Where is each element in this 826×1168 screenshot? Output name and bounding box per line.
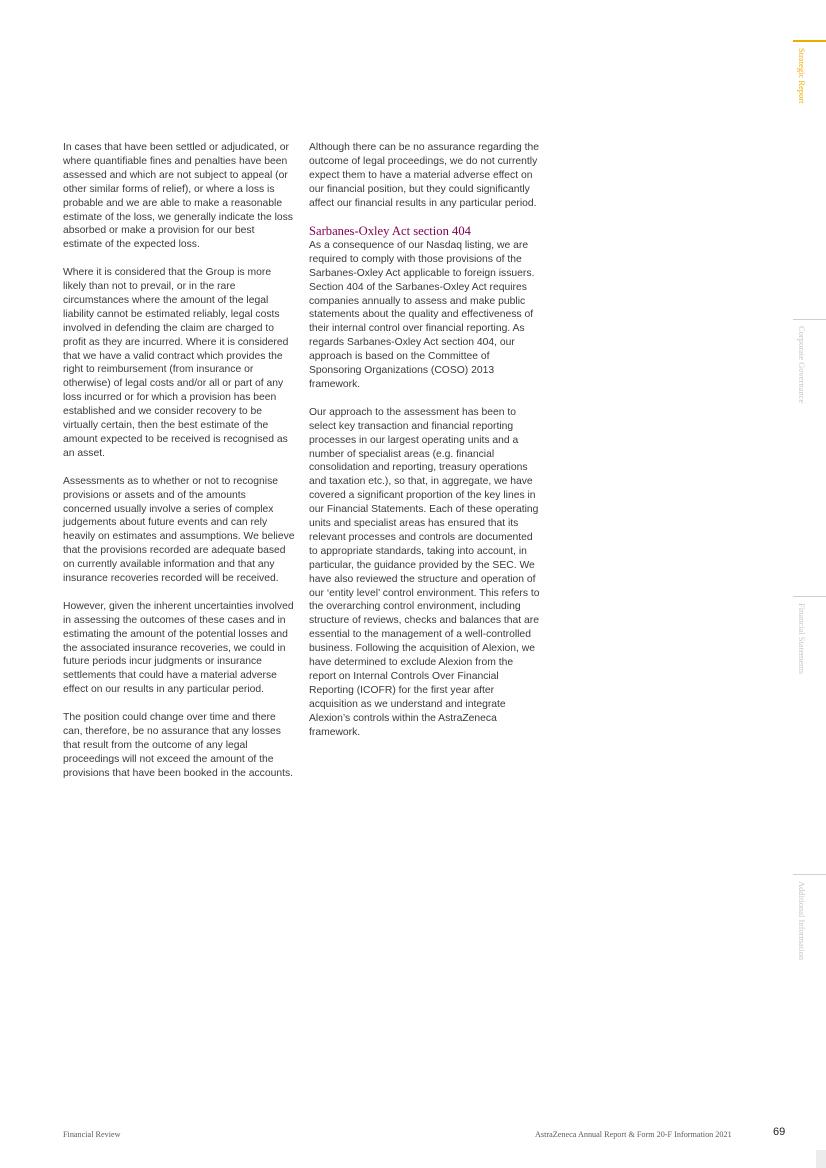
footer-publication-title: AstraZeneca Annual Report & Form 20-F Information 2021: [535, 1130, 732, 1139]
tab-corporate-governance[interactable]: [793, 319, 826, 450]
left-paragraph-3: Assessments as to whether or not to recognise provisions or assets and of the amounts concerned usually involve a series of complex judgements about future events and can rely heavily on estimates and assumptions. We believe that the provisions recorded are adequate based on currently available information and that any insurance recoveries recorded will be received.: [63, 475, 295, 585]
right-paragraph-2: Our approach to the assessment has been to select key transaction and financial reporting processes in our largest operating units and a number of specialist areas (e.g. financial consolidation and reporting, treasury operations and taxation etc.), so that, in aggregate, we have covered a significant proportion of the key lines in our Financial Statements. Each of these operating units and specialist areas has ensured that its relevant processes and controls are documented to appropriate standards, taking into account, in particular, the guidance provided by the SEC. We have also reviewed the structure and operation of our ‘entity level’ control environment. This refers to the overarching control environment, including structure of reviews, checks and balances that are essential to the management of a well-controlled business. Following the acquisition of Alexion, we have determined to exclude Alexion from the report on Internal Controls Over Financial Reporting (ICOFR) for the first year after acquisition as we understand and integrate Alexion’s controls within the AstraZeneca framework.: [309, 406, 540, 738]
left-column: [63, 141, 295, 795]
right-column: [309, 141, 541, 753]
tab-financial-statements-label: Financial Statements: [797, 603, 807, 675]
page-number: 69: [773, 1126, 786, 1138]
right-intro-paragraph: Although there can be no assurance regarding the outcome of legal proceedings, we do not currently expect them to have a material adverse effect on our financial position, but they could significantly affect our financial results in any particular period.: [309, 142, 540, 209]
tab-strategic-report-label: Strategic Report: [797, 48, 807, 104]
tab-strategic-report[interactable]: [793, 40, 826, 162]
tab-additional-information[interactable]: [793, 874, 826, 1005]
footer-section-title: Financial Review: [63, 1130, 121, 1139]
left-paragraph-5: The position could change over time and there can, therefore, be no assurance that any losses that result from the outcome of any legal proceedings will not exceed the amount of the provisions that have been booked in the accounts.: [63, 712, 294, 779]
tab-additional-information-label: Additional Information: [797, 881, 807, 961]
page-corner-marker: [816, 1150, 826, 1168]
left-paragraph-2: Where it is considered that the Group is more likely than not to prevail, or in the rare circumstances where the amount of the legal liability cannot be estimated reliably, legal costs involved in defending the claim are charged to profit as they are incurred. Where it is considered that we have a valid contract which provides the right to reimbursement (from insurance or otherwise) of legal costs and/or all or part of any loss incurred or for which a provision has been established and we consider recovery to be virtually certain, then the best estimate of the amount expected to be received is recognised as an asset.: [63, 267, 289, 459]
left-paragraph-1: In cases that have been settled or adjudicated, or where quantifiable fines and penalties have been assessed and which are not subject to appeal (or other similar forms of relief), or where a loss is probable and we are able to make a reasonable estimate of the loss, we generally indicate the loss absorbed or make a provision for our best estimate of the expected loss.: [63, 142, 293, 251]
tab-corporate-governance-label: Corporate Governance: [797, 326, 807, 404]
right-paragraph-1: As a consequence of our Nasdaq listing, we are required to comply with those provisions of the Sarbanes-Oxley Act applicable to foreign issuers. Section 404 of the Sarbanes-Oxley Act requires companies annually to assess and make public statements about the quality and effectiveness of their internal control over financial reporting. As regards Sarbanes-Oxley Act section 404, our approach is based on the Committee of Sponsoring Organizations (COSO) 2013 framework.: [309, 239, 535, 390]
left-paragraph-4: However, given the inherent uncertainties involved in assessing the outcomes of these cases and in estimating the amount of the potential losses and the associated insurance recoveries, we could in future periods incur judgments or insurance settlements that could have a material adverse effect on our results in any particular period.: [63, 600, 294, 696]
tab-financial-statements[interactable]: [793, 596, 826, 727]
sarbanes-oxley-heading: Sarbanes-Oxley Act section 404: [309, 224, 471, 239]
